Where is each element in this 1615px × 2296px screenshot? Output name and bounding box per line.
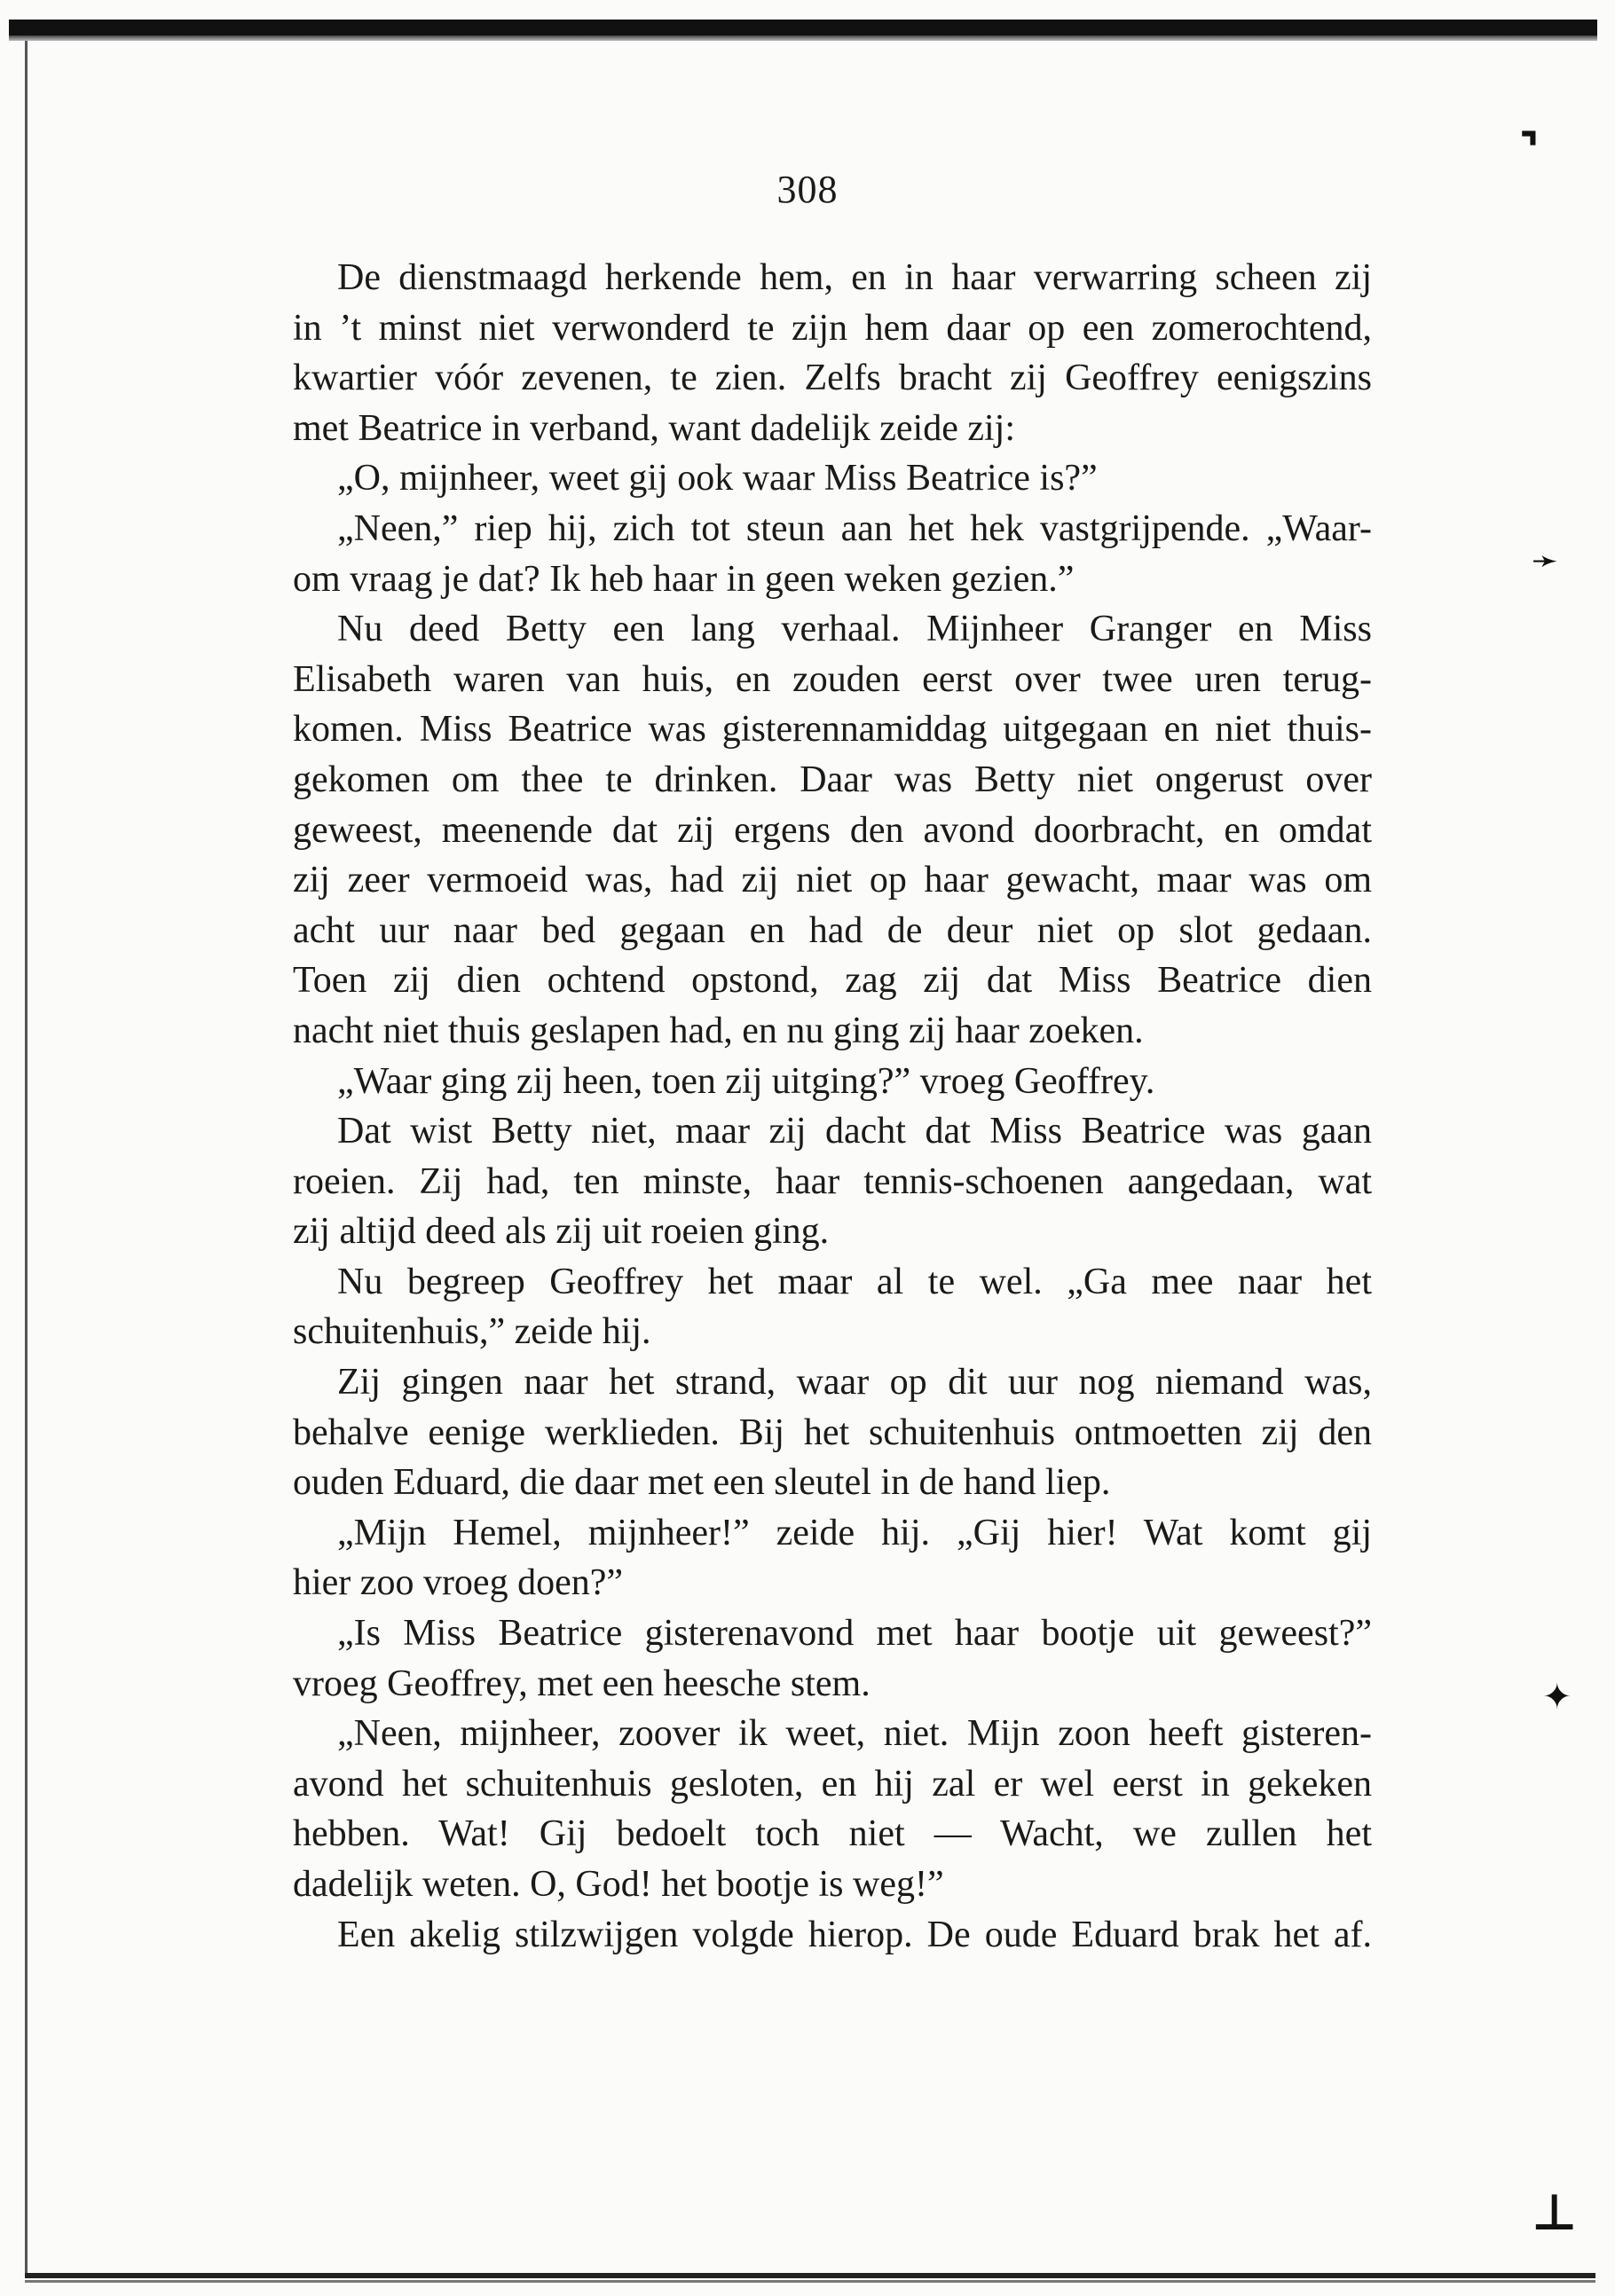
text-line: gekomen om thee te drinken. Daar was Betty niet ongerust over (293, 759, 1372, 800)
text-line: Elisabeth waren van huis, en zouden eerst over twee uren terug- (293, 658, 1372, 700)
text-line: Zij gingen naar het strand, waar op dit uur nog niemand was, (337, 1362, 1372, 1404)
text-line: komen. Miss Beatrice was gisterennamiddag uitgegaan en niet thuis- (293, 709, 1372, 751)
text-line: Dat wist Betty niet, maar zij dacht dat Miss Beatrice was gaan (337, 1111, 1372, 1152)
margin-mark-icon: ➛ (1532, 543, 1559, 579)
text-line: met Beatrice in verband, want dadelijk zeide zij: (293, 407, 1015, 449)
text-line: De dienstmaagd herkende hem, en in haar verwarring scheen zij (337, 257, 1372, 298)
text-line: „Waar ging zij heen, toen zij uitging?” vroeg Geoffrey. (337, 1060, 1155, 1102)
text-line: zij zeer vermoeid was, had zij niet op haar gewacht, maar was om (293, 860, 1372, 901)
text-line: „O, mijnheer, weet gij ook waar Miss Beatrice is?” (337, 458, 1098, 499)
page-number: 308 (776, 168, 839, 211)
text-line: nacht niet thuis geslapen had, en nu ging zij haar zoeken. (293, 1010, 1144, 1051)
margin-mark-icon: ✦ (1542, 1677, 1572, 1718)
text-line: kwartier vóór zevenen, te zien. Zelfs bracht zij Geoffrey eenigszins (293, 358, 1372, 399)
text-line: roeien. Zij had, ten minste, haar tennis-schoenen aangedaan, wat (293, 1160, 1372, 1202)
text-line: zij altijd deed als zij uit roeien ging. (293, 1211, 830, 1253)
text-line: hebben. Wat! Gij bedoelt toch niet — Wacht, we zullen het (293, 1813, 1372, 1855)
bottom-border-shadow (25, 2280, 1595, 2283)
text-line: schuitenhuis,” zeide hij. (293, 1311, 651, 1353)
top-border (9, 20, 1597, 35)
margin-mark-icon: ⌝ (1519, 124, 1540, 174)
text-line: Een akelig stilzwijgen volgde hierop. De oude Eduard brak het af. (337, 1914, 1372, 1955)
text-line: Nu begreep Geoffrey het maar al te wel. „Ga mee naar het (337, 1261, 1372, 1302)
text-line: acht uur naar bed gegaan en had de deur niet op slot gedaan. (293, 909, 1372, 951)
text-line: Nu deed Betty een lang verhaal. Mijnheer Granger en Miss (337, 609, 1372, 650)
text-line: behalve eenige werklieden. Bij het schuitenhuis ontmoetten zij den (293, 1411, 1372, 1453)
text-line: „Neen,” riep hij, zich tot steun aan het hek vastgrijpende. „Waar- (337, 507, 1372, 549)
text-line: om vraag je dat? Ik heb haar in geen weken gezien.” (293, 558, 1075, 600)
body-text (293, 253, 1372, 1960)
bottom-border (25, 2273, 1595, 2278)
text-line: geweest, meenende dat zij ergens den avond doorbracht, en omdat (293, 809, 1372, 851)
text-line: in ’t minst niet verwonderd te zijn hem daar op een zomerochtend, (293, 307, 1372, 349)
top-border-shadow (9, 35, 1597, 41)
text-line: „Is Miss Beatrice gisterenavond met haar bootje uit geweest?” (337, 1613, 1372, 1655)
text-line: vroeg Geoffrey, met een heesche stem. (293, 1663, 871, 1704)
text-line: avond het schuitenhuis gesloten, en hij zal er wel eerst in gekeken (293, 1763, 1372, 1805)
text-line: dadelijk weten. O, God! het bootje is weg!” (293, 1864, 944, 1905)
margin-mark-icon: ⊥ (1532, 2184, 1578, 2242)
text-line: Toen zij dien ochtend opstond, zag zij dat Miss Beatrice dien (293, 960, 1372, 1002)
text-line: ouden Eduard, die daar met een sleutel in de hand liep. (293, 1462, 1111, 1504)
text-line: „Mijn Hemel, mijnheer!” zeide hij. „Gij hier! Wat komt gij (337, 1512, 1372, 1553)
text-line: hier zoo vroeg doen?” (293, 1562, 623, 1604)
left-border (25, 41, 28, 2276)
text-line: „Neen, mijnheer, zoover ik weet, niet. Mijn zoon heeft gisteren- (337, 1713, 1372, 1755)
